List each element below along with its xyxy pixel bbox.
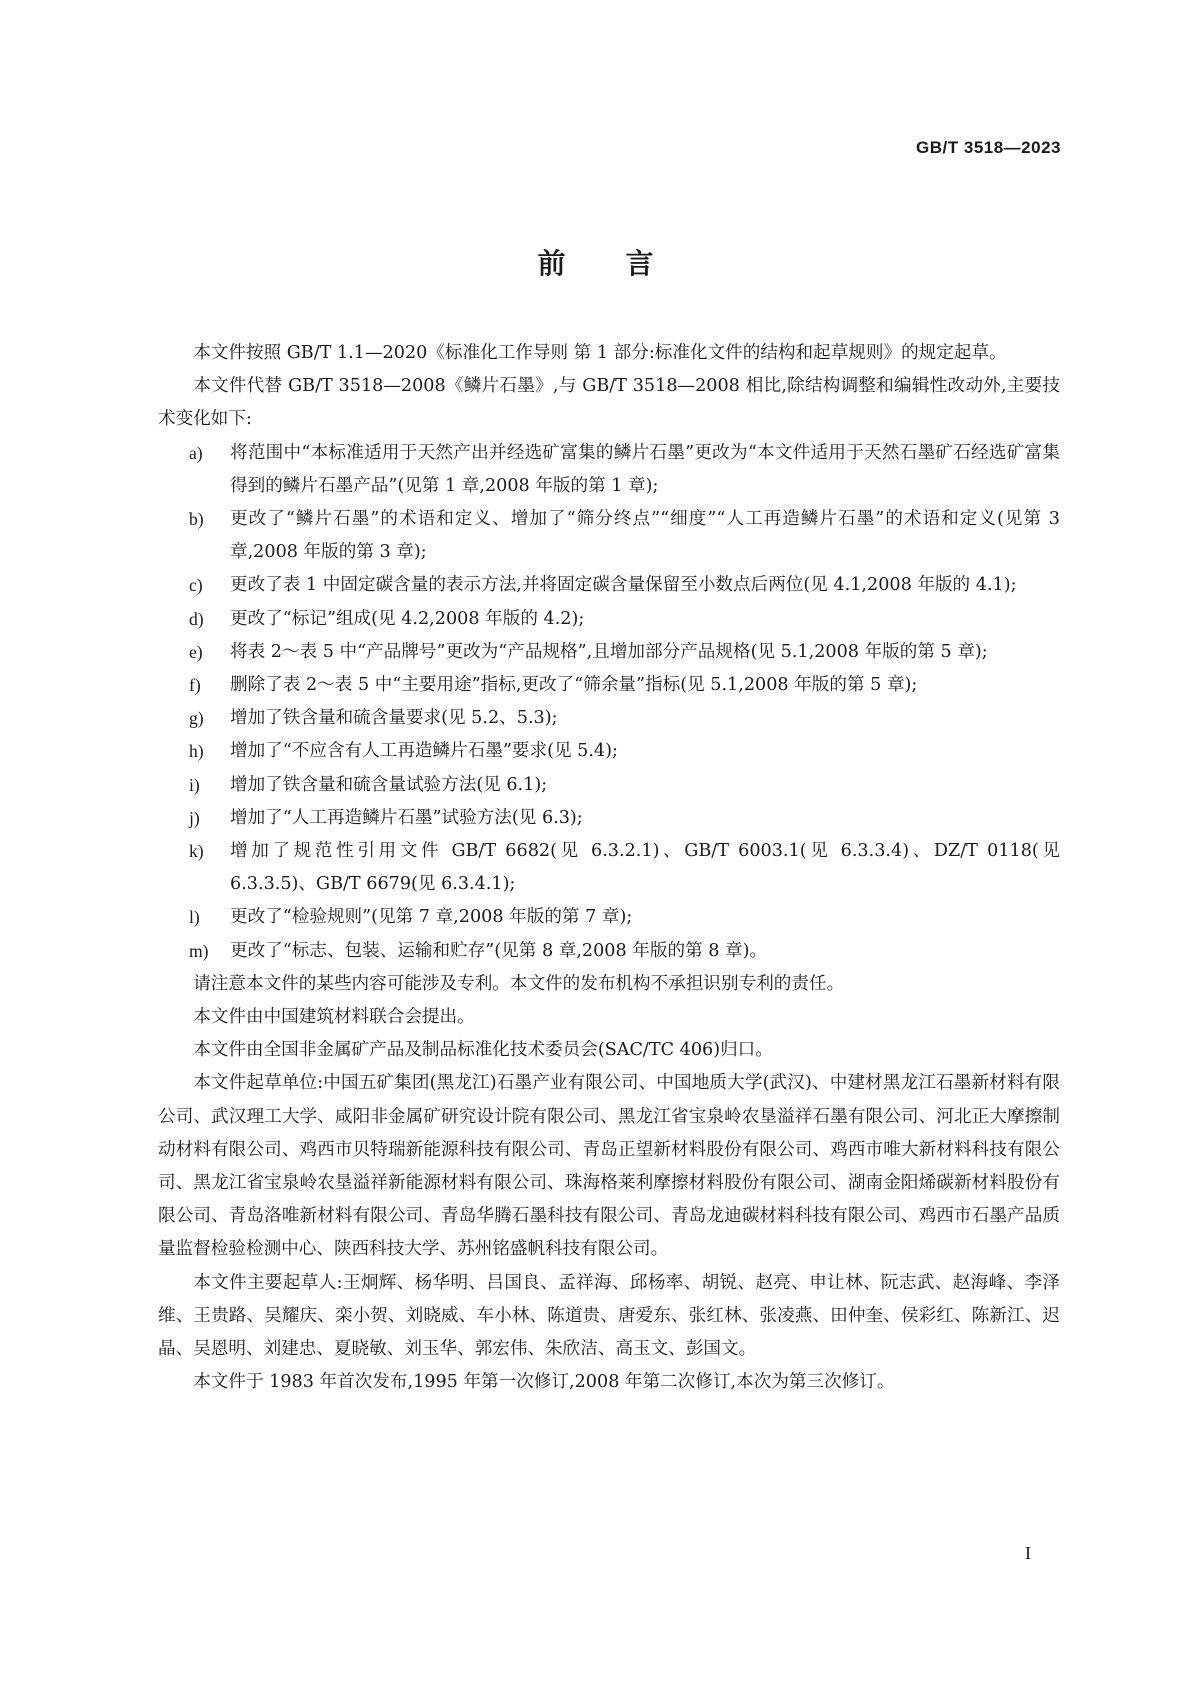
change-label: d)	[189, 608, 204, 629]
change-item-f	[158, 669, 1060, 702]
change-item-d	[158, 603, 1060, 636]
change-item-m	[158, 935, 1060, 968]
change-text: 增加了“不应含有人工再造鳞片石墨”要求(见 5.4);	[230, 741, 618, 762]
paragraph-history: 本文件于 1983 年首次发布,1995 年第一次修订,2008 年第二次修订,本次为第三次修订。	[193, 1372, 895, 1393]
change-label: c)	[189, 575, 203, 596]
paragraph-drafting-units: 本文件起草单位:中国五矿集团(黑龙江)石墨产业有限公司、中国地质大学(武汉)、中建材黑龙江石墨新材料有限公司、武汉理工大学、咸阳非金属矿研究设计院有限公司、黑龙江省宝泉岭农垦溢祥石墨有限公司、河北正大摩擦制动材料有限公司、鸡西市贝特瑞新能源科技有限公司、青岛正望新材料股份有限公司、鸡西市唯大新材料科技有限公司、黑龙江省宝泉岭农垦溢祥新能源材料有限公司、珠海格莱利摩擦材料股份有限公司、湖南金阳烯碳新材料股份有限公司、青岛洛唯新材料有限公司、青岛华腾石墨科技有限公司、青岛龙迪碳材料科技有限公司、鸡西市石墨产品质量监督检验检测中心、陕西科技大学、苏州铭盛帆科技有限公司。	[158, 1073, 1060, 1260]
standard-code: GB/T 3518—2023	[916, 138, 1061, 157]
change-text: 增加了铁含量和硫含量要求(见 5.2、5.3);	[230, 708, 558, 729]
change-text: 更改了“检验规则”(见第 7 章,2008 年版的第 7 章);	[230, 907, 633, 928]
change-label: l)	[189, 907, 200, 928]
change-label: e)	[189, 641, 203, 662]
change-item-g	[158, 702, 1060, 735]
change-label: m)	[189, 940, 209, 961]
paragraph-drafting-basis: 本文件按照 GB/T 1.1—2020《标准化工作导则 第 1 部分:标准化文件的结构和起草规则》的规定起草。	[193, 343, 1007, 363]
change-label: h)	[189, 741, 204, 762]
change-text: 增加了铁含量和硫含量试验方法(见 6.1);	[230, 774, 548, 795]
paragraph-drafters: 本文件主要起草人:王炯辉、杨华明、吕国良、孟祥海、邱杨率、胡锐、赵亮、申让林、阮志武、赵海峰、李泽维、王贵路、吴耀庆、栾小贺、刘晓威、车小林、陈道贵、唐爱东、张红林、张凌燕、田仲奎、侯彩红、陈新江、迟晶、吴恩明、刘建忠、夏晓敏、刘玉华、郭宏伟、朱欣洁、高玉文、彭国文。	[158, 1272, 1060, 1360]
title-char-1: 前	[537, 247, 566, 280]
change-text: 将范围中“本标准适用于天然产出并经选矿富集的鳞片石墨”更改为“本文件适用于天然石墨矿石经选矿富集得到的鳞片石墨产品”(见第 1 章,2008 年版的第 1 章);	[230, 442, 1060, 496]
change-item-b	[158, 503, 1060, 569]
page-title	[0, 242, 1191, 282]
change-item-c	[158, 569, 1060, 602]
change-item-h	[158, 735, 1060, 768]
change-label: a)	[189, 442, 203, 463]
title-char-2: 言	[625, 247, 654, 280]
change-label: f)	[189, 675, 201, 696]
paragraph-replacement: 本文件代替 GB/T 3518—2008《鳞片石墨》,与 GB/T 3518—2008 相比,除结构调整和编辑性改动外,主要技术变化如下:	[158, 376, 1060, 430]
change-item-e	[158, 636, 1060, 669]
change-item-j	[158, 802, 1060, 835]
change-item-l	[158, 901, 1060, 934]
paragraph-patent-notice: 请注意本文件的某些内容可能涉及专利。本文件的发布机构不承担识别专利的责任。	[193, 973, 845, 994]
paragraph-committee: 本文件由全国非金属矿产品及制品标准化技术委员会(SAC/TC 406)归口。	[193, 1040, 773, 1061]
change-text: 增加了“人工再造鳞片石墨”试验方法(见 6.3);	[230, 807, 583, 828]
change-label: b)	[189, 509, 204, 530]
change-text: 更改了“标志、包装、运输和贮存”(见第 8 章,2008 年版的第 8 章)。	[230, 940, 768, 961]
change-item-a	[158, 437, 1060, 503]
change-item-i	[158, 769, 1060, 802]
change-text: 增加了规范性引用文件 GB/T 6682(见 6.3.2.1)、GB/T 6003.1(见 6.3.3.4)、DZ/T 0118(见 6.3.3.5)、GB/T 6679(见 6.3.4.1);	[230, 841, 1060, 895]
change-label: j)	[189, 807, 200, 828]
change-text: 更改了表 1 中固定碳含量的表示方法,并将固定碳含量保留至小数点后两位(见 4.1,2008 年版的 4.1);	[230, 575, 1017, 596]
change-text: 将表 2～表 5 中“产品牌号”更改为“产品规格”,且增加部分产品规格(见 5.1,2008 年版的第 5 章);	[230, 641, 988, 662]
foreword-body	[158, 337, 1060, 1400]
change-text: 更改了“标记”组成(见 4.2,2008 年版的 4.2);	[230, 608, 585, 629]
change-text: 删除了表 2～表 5 中“主要用途”指标,更改了“筛余量”指标(见 5.1,2008 年版的第 5 章);	[230, 675, 918, 696]
page-number: I	[1025, 1543, 1031, 1563]
change-label: k)	[189, 841, 204, 862]
change-text: 更改了“鳞片石墨”的术语和定义、增加了“筛分终点”“细度”“人工再造鳞片石墨”的术语和定义(见第 3 章,2008 年版的第 3 章);	[230, 509, 1060, 563]
change-label: i)	[189, 774, 200, 795]
paragraph-proposer: 本文件由中国建筑材料联合会提出。	[193, 1007, 475, 1028]
change-label: g)	[189, 708, 204, 729]
change-item-k	[158, 835, 1060, 901]
